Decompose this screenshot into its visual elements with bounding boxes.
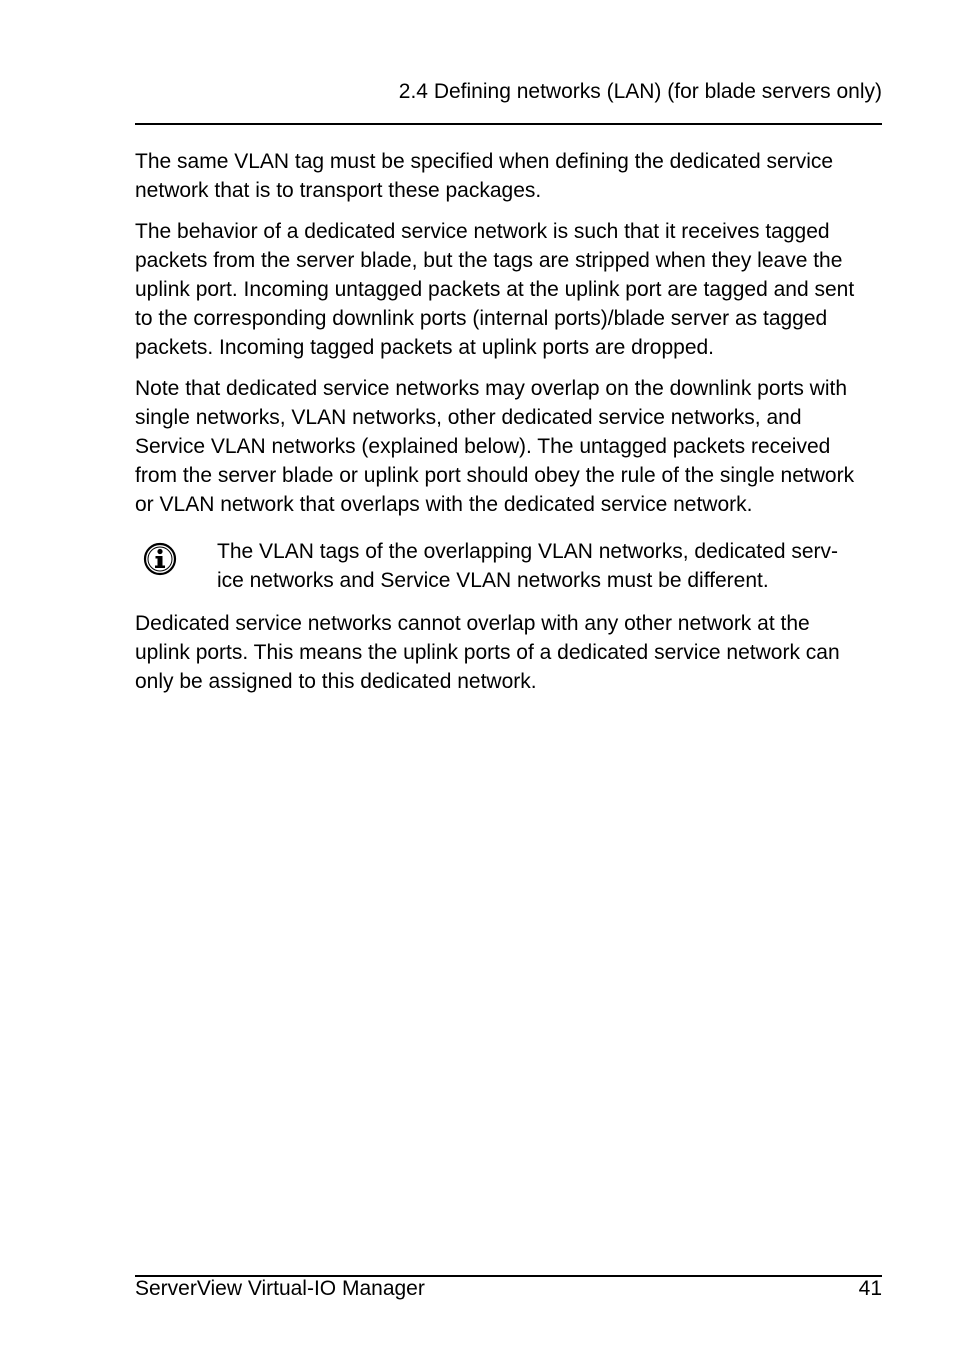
- text-line: packets. Incoming tagged packets at uplink ports are dropped.: [135, 336, 715, 359]
- text-line: single networks, VLAN networks, other dedicated service networks, and: [135, 406, 802, 429]
- text-line: from the server blade or uplink port should obey the rule of the single network: [135, 464, 855, 487]
- text-line: Dedicated service networks cannot overlap with any other network at the: [135, 612, 810, 635]
- text-line: ice networks and Service VLAN networks must be different.: [217, 569, 769, 592]
- text-line: to the corresponding downlink ports (internal ports)/blade server as tagged: [135, 307, 828, 330]
- body-content: [135, 147, 887, 708]
- paragraph-1: [135, 147, 887, 205]
- info-icon: [143, 542, 177, 576]
- page-number: 41: [858, 1277, 882, 1300]
- info-note: [135, 537, 887, 595]
- text-line: Note that dedicated service networks may overlap on the downlink ports with: [135, 377, 848, 400]
- text-line: uplink port. Incoming untagged packets at the uplink port are tagged and sent: [135, 278, 855, 301]
- text-line: network that is to transport these packages.: [135, 179, 542, 202]
- text-line: The VLAN tags of the overlapping VLAN networks, dedicated serv-: [217, 540, 838, 563]
- text-line: The behavior of a dedicated service network is such that it receives tagged: [135, 220, 830, 243]
- page-header: 2.4 Defining networks (LAN) (for blade servers only): [398, 80, 882, 103]
- text-line: uplink ports. This means the uplink ports of a dedicated service network can: [135, 641, 840, 664]
- paragraph-2: [135, 217, 887, 362]
- text-line: only be assigned to this dedicated network.: [135, 670, 537, 693]
- note-text: [217, 537, 887, 595]
- paragraph-3: [135, 374, 887, 519]
- text-line: The same VLAN tag must be specified when defining the dedicated service: [135, 150, 834, 173]
- text-line: packets from the server blade, but the tags are stripped when they leave the: [135, 249, 843, 272]
- text-line: or VLAN network that overlaps with the dedicated service network.: [135, 493, 753, 516]
- footer-product-name: ServerView Virtual-IO Manager: [135, 1277, 425, 1300]
- paragraph-4: [135, 609, 887, 696]
- text-line: Service VLAN networks (explained below). The untagged packets received: [135, 435, 831, 458]
- header-divider: [135, 123, 882, 125]
